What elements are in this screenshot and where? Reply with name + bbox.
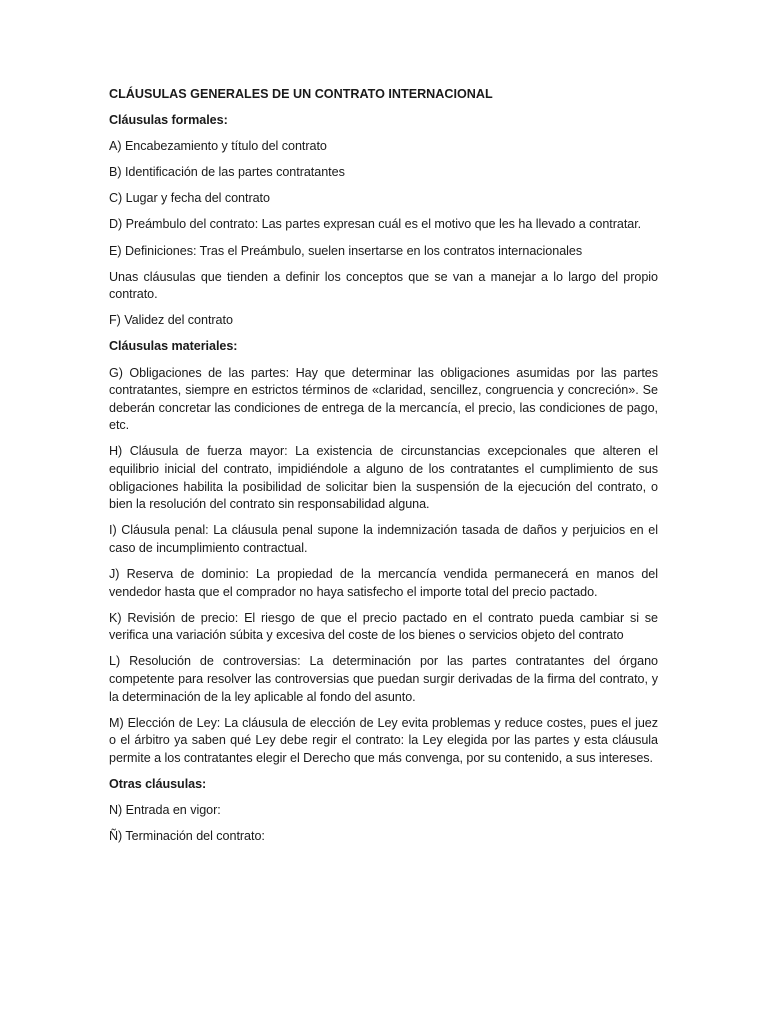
clause-l: L) Resolución de controversias: La determinación por las partes contratantes del órgano competente para resolver las controversias que puedan surgir derivadas de la firma del contrato, y la determinación de la ley aplicable al fondo del asunto. xyxy=(109,654,658,704)
clause-d: D) Preámbulo del contrato: Las partes expresan cuál es el motivo que les ha llevado a contratar. xyxy=(109,217,642,232)
clause-a: A) Encabezamiento y título del contrato xyxy=(109,139,327,154)
clause-h: H) Cláusula de fuerza mayor: La existencia de circunstancias excepcionales que alteren el equilibrio inicial del contrato, impidiéndole a alguno de los contratantes el cumplimiento de sus obligaciones habilita la posibilidad de solicitar bien la suspensión de la ejecución del contrato, o bien la resolución del contrato sin responsabilidad alguna. xyxy=(109,444,658,512)
clause-e-continuation: Unas cláusulas que tienden a definir los conceptos que se van a manejar a lo largo del propio contrato. xyxy=(109,269,658,302)
clause-f: F) Validez del contrato xyxy=(109,313,233,328)
clause-k: K) Revisión de precio: El riesgo de que el precio pactado en el contrato pueda cambiar si se verifica una variación súbita y excesiva del coste de los bienes o servicios objeto del contrato xyxy=(109,610,658,643)
clause-j: J) Reserva de dominio: La propiedad de la mercancía vendida permanecerá en manos del vendedor hasta que el comprador no haya satisfecho el importe total del precio pactado. xyxy=(109,566,658,599)
document-title: CLÁUSULAS GENERALES DE UN CONTRATO INTERNACIONAL xyxy=(109,87,493,101)
clause-b: B) Identificación de las partes contratantes xyxy=(109,165,345,180)
clause-enie: Ñ) Terminación del contrato: xyxy=(109,829,265,844)
section-heading-otras: Otras cláusulas: xyxy=(109,776,207,791)
section-heading-materiales: Cláusulas materiales: xyxy=(109,339,238,354)
section-heading-formales: Cláusulas formales: xyxy=(109,113,228,128)
clause-n: N) Entrada en vigor: xyxy=(109,803,221,817)
clause-g: G) Obligaciones de las partes: Hay que determinar las obligaciones asumidas por las partes contratantes, siempre en estrictos términos de «claridad, sencillez, congruencia y concreción». Se deberán concretar las condiciones de entrega de la mercancía, el precio, las condiciones de pago, etc. xyxy=(109,365,658,433)
clause-m: M) Elección de Ley: La cláusula de elección de Ley evita problemas y reduce costes, pues el juez o el árbitro ya saben qué Ley debe regir el contrato: la Ley elegida por las partes y esta cláusula permite a los contratantes elegir el Derecho que más convenga, por su contenido, a sus intereses. xyxy=(109,715,658,765)
clause-c: C) Lugar y fecha del contrato xyxy=(109,191,270,206)
clause-e: E) Definiciones: Tras el Preámbulo, suelen insertarse en los contratos internacionales xyxy=(109,243,583,258)
clause-i: I) Cláusula penal: La cláusula penal supone la indemnización tasada de daños y perjuicios en el caso de incumplimiento contractual. xyxy=(109,523,658,555)
